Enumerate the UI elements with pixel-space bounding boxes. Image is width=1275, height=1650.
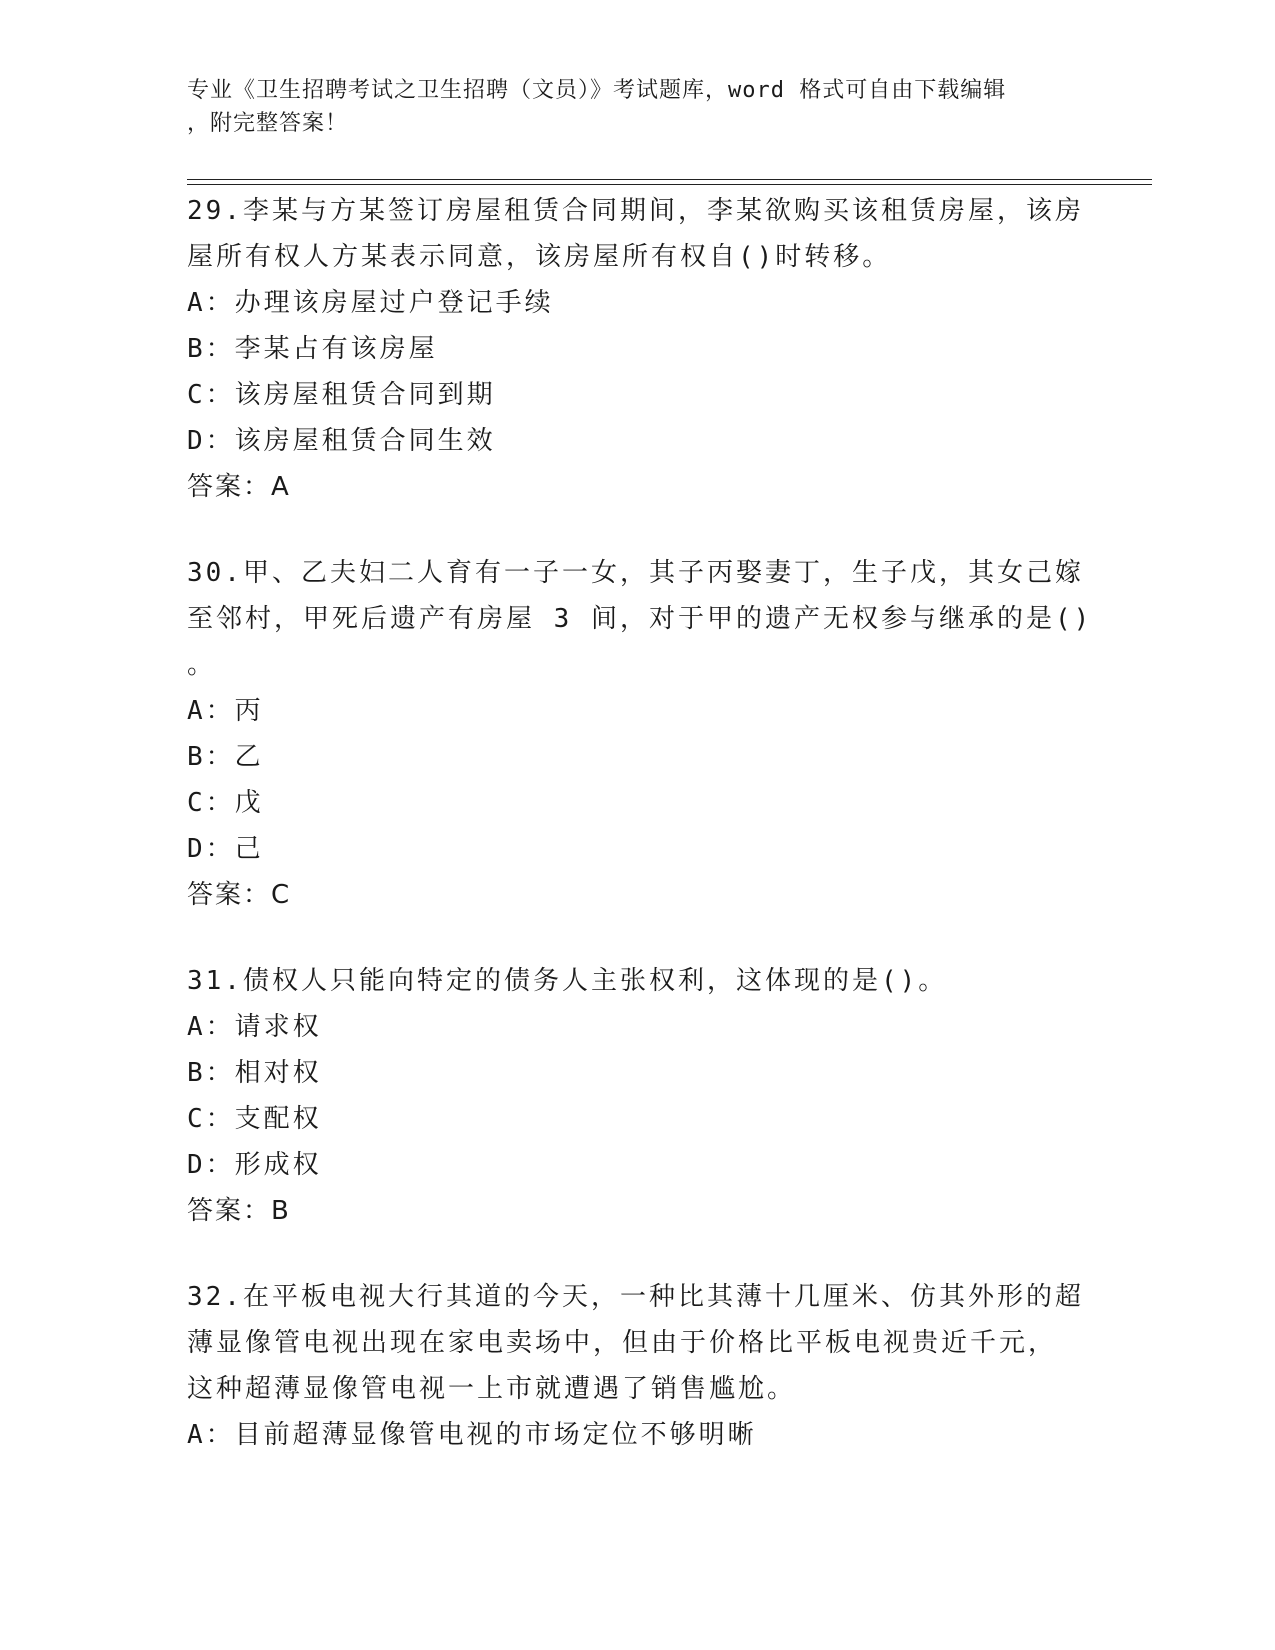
- spacer: [187, 510, 1087, 550]
- option-c: C：戊: [187, 788, 264, 818]
- question-stem: 薄显像管电视出现在家电卖场中，但由于价格比平板电视贵近千元，: [187, 1328, 1058, 1358]
- option-a: A：目前超薄显像管电视的市场定位不够明晰: [187, 1420, 757, 1450]
- question-list: [187, 188, 1093, 1458]
- header-divider-bottom: [187, 184, 1152, 185]
- option-d: D：己: [187, 834, 264, 864]
- header-line-2: ，附完整答案！: [187, 111, 349, 136]
- option-b: B：李某占有该房屋: [187, 334, 438, 364]
- answer-text: 答案：C: [187, 880, 292, 910]
- option-b: B：相对权: [187, 1058, 322, 1088]
- option-d: D：形成权: [187, 1150, 322, 1180]
- option-a: A：办理该房屋过户登记手续: [187, 288, 554, 318]
- option-b: B：乙: [187, 742, 264, 772]
- question-30: [187, 550, 1093, 918]
- option-a: A：丙: [187, 696, 264, 726]
- option-d: D：该房屋租赁合同生效: [187, 426, 496, 456]
- document-header: [187, 74, 1087, 140]
- question-stem: 屋所有权人方某表示同意，该房屋所有权自()时转移。: [187, 242, 892, 272]
- question-stem: 至邻村，甲死后遗产有房屋 3 间，对于甲的遗产无权参与继承的是(): [187, 604, 1093, 634]
- question-stem: 。: [187, 650, 217, 680]
- question-stem: 31.债权人只能向特定的债务人主张权利，这体现的是()。: [187, 966, 948, 996]
- spacer: [187, 918, 1087, 958]
- answer-text: 答案：A: [187, 472, 291, 502]
- spacer: [187, 1234, 1087, 1274]
- answer-text: 答案：B: [187, 1196, 291, 1226]
- option-c: C：该房屋租赁合同到期: [187, 380, 496, 410]
- question-stem: 32.在平板电视大行其道的今天，一种比其薄十几厘米、仿其外形的超: [187, 1282, 1084, 1312]
- question-stem: 29.李某与方某签订房屋租赁合同期间，李某欲购买该租赁房屋，该房: [187, 196, 1084, 226]
- option-c: C：支配权: [187, 1104, 322, 1134]
- question-stem: 这种超薄显像管电视一上市就遭遇了销售尴尬。: [187, 1374, 797, 1404]
- question-stem: 30.甲、乙夫妇二人育有一子一女，其子丙娶妻丁，生子戊，其女己嫁: [187, 558, 1084, 588]
- header-line-1: 专业《卫生招聘考试之卫生招聘（文员）》考试题库，word 格式可自由下载编辑: [187, 78, 1007, 103]
- option-a: A：请求权: [187, 1012, 322, 1042]
- question-29: [187, 188, 1087, 510]
- header-divider-top: [187, 179, 1152, 180]
- question-31: [187, 958, 1087, 1234]
- question-32: [187, 1274, 1087, 1458]
